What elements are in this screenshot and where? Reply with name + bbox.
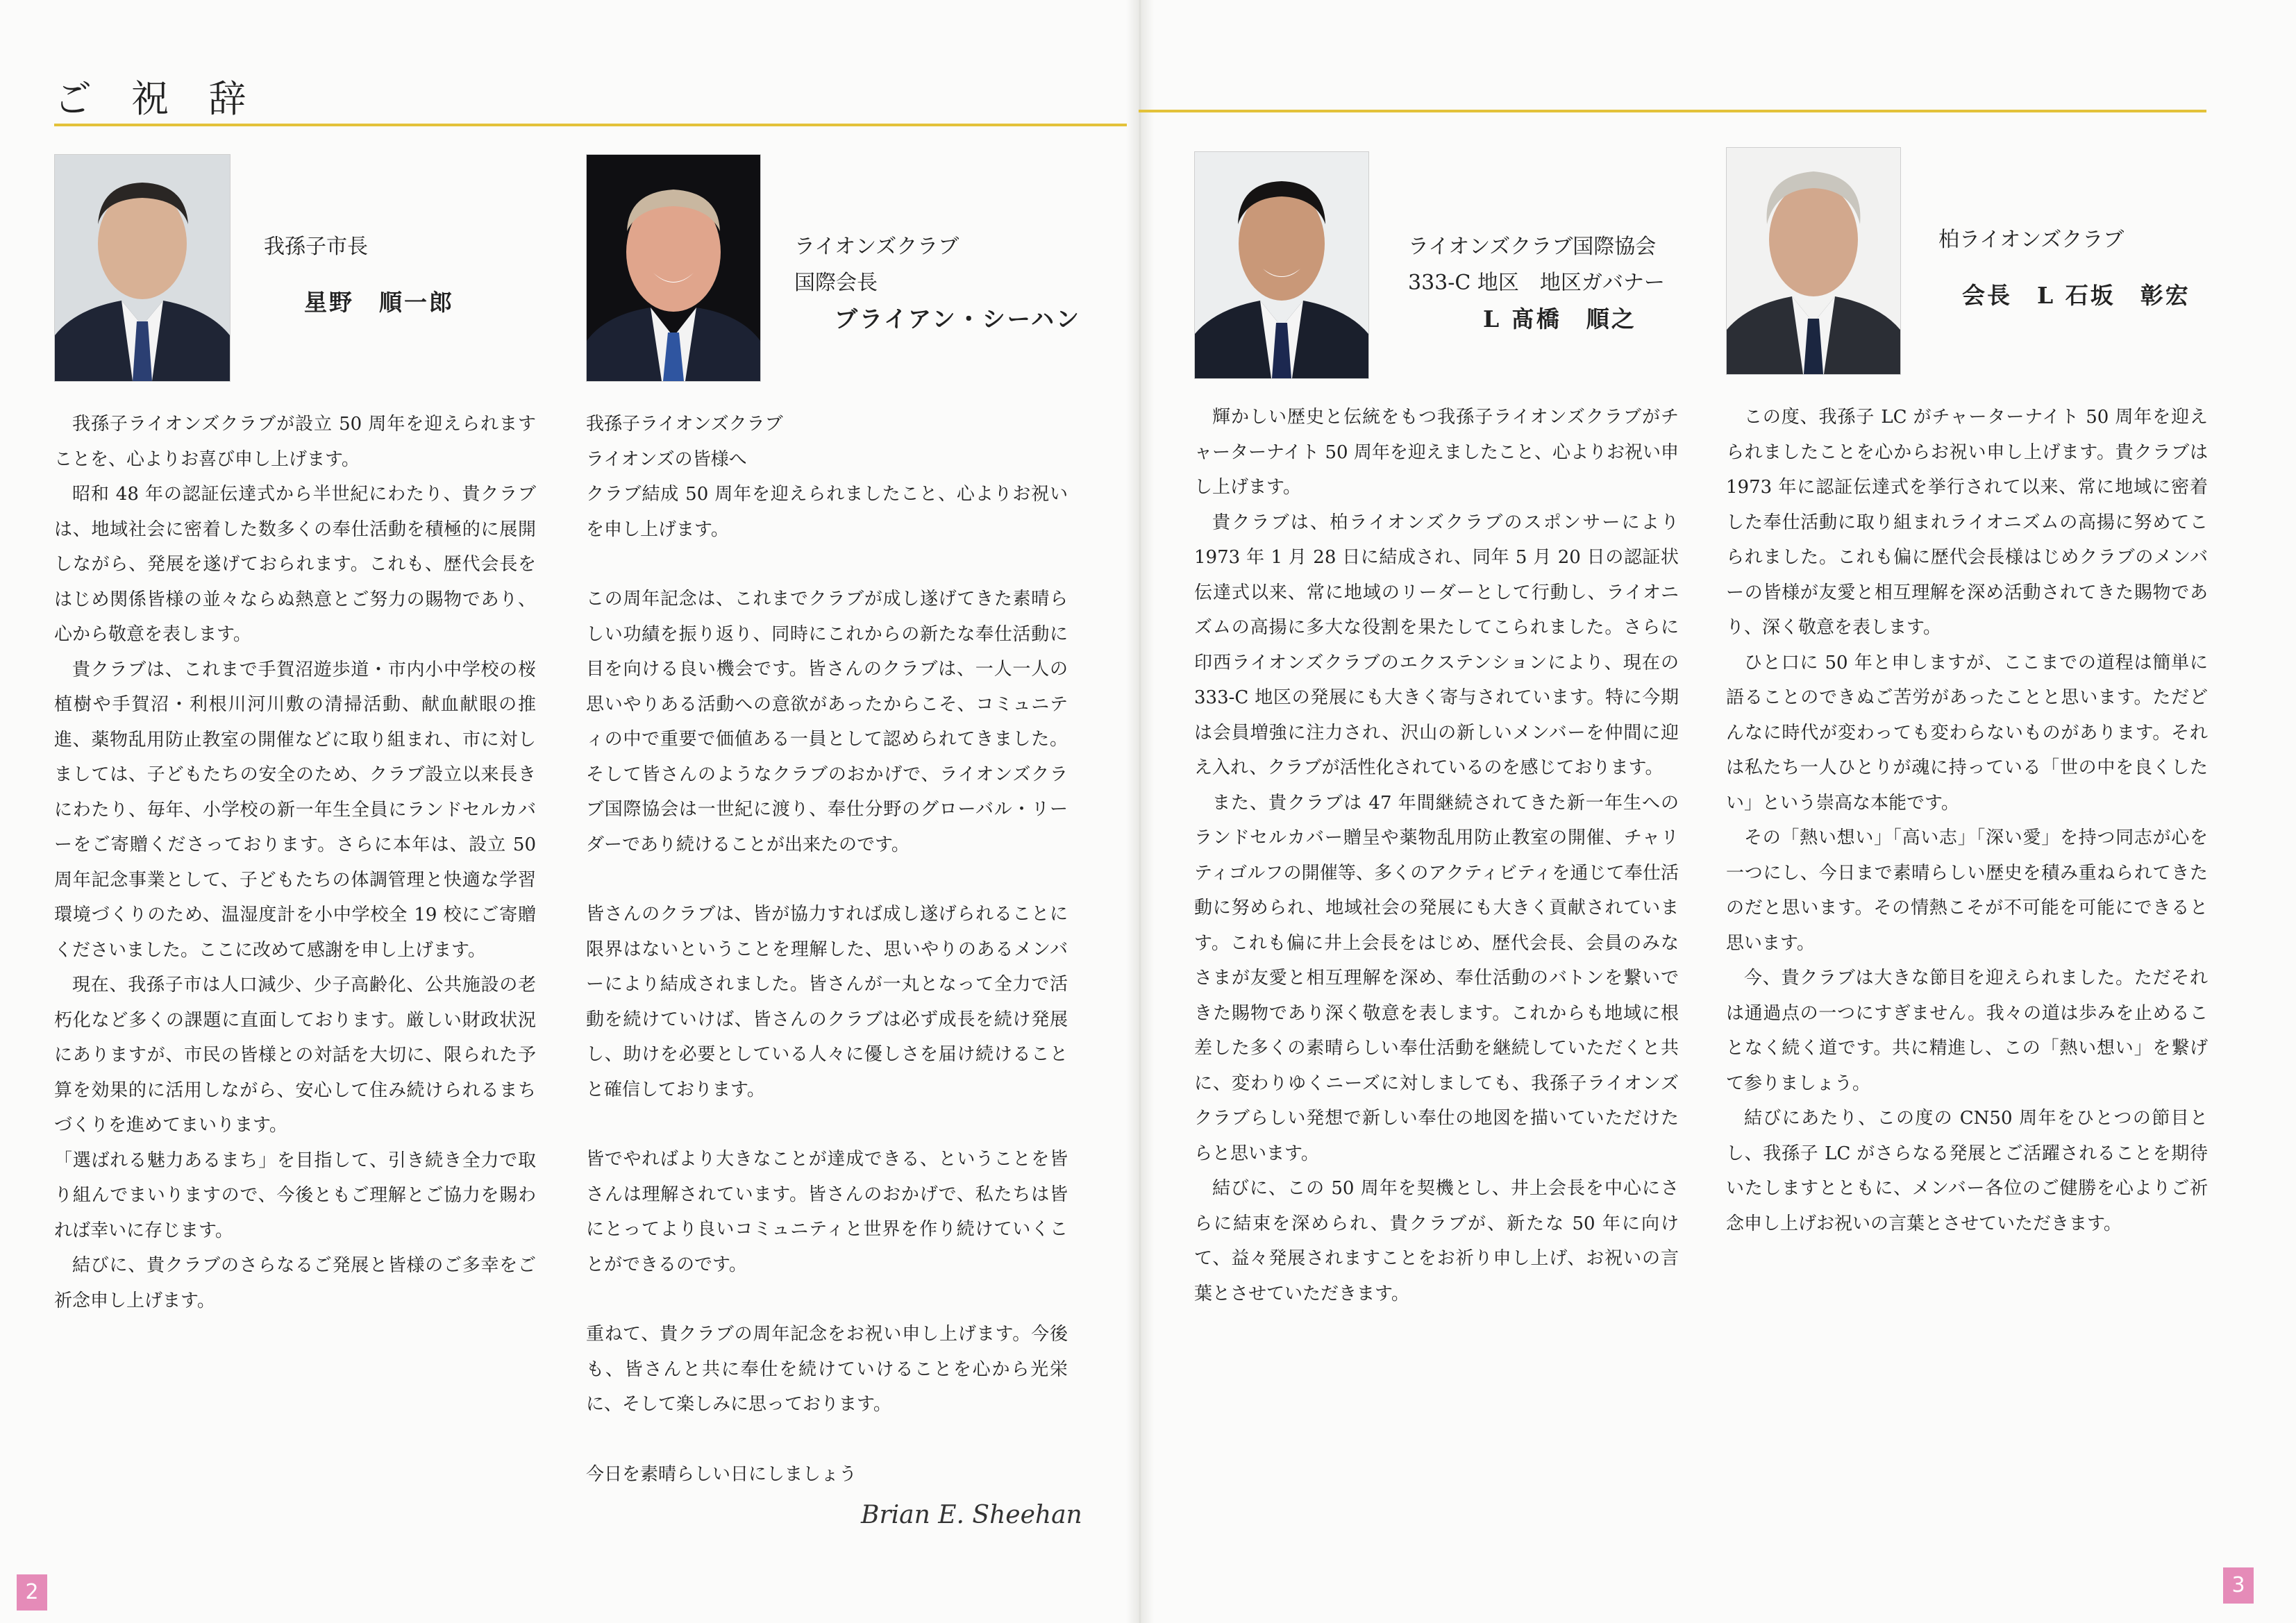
paragraph: 貴クラブは、柏ライオンズクラブのスポンサーにより 1973 年 1 月 28 日に結成され、同年 5 月 20 日の認証状伝達式以来、常に地域のリーダーとして行動し、ライオニズムの高揚に多大な役割を果たしてこられました。さらに印西ライオンズクラブのエクステンションにより、現在の 333-C 地区の発展にも大きく寄与されています。特に今期は会員増強に注力され、沢山の新しいメンバーを仲間に迎え入れ、クラブが活性化されているのを感じております。 — [1194, 512, 1679, 778]
signature — [860, 1492, 1082, 1534]
portrait-kashiwa-president — [1726, 147, 1901, 375]
paragraph: ひと口に 50 年と申しますが、ここまでの道程は簡単に語ることのできぬご苦労があったことと思います。ただどんなに時代が変わっても変わらないものがあります。それは私たち一人ひとりが魂に持っている「世の中を良くしたい」という崇高な本能です。 — [1726, 652, 2208, 814]
person-3-title — [1408, 229, 1665, 337]
person-3-org-line-1: ライオンズクラブ国際協会 — [1408, 235, 1657, 259]
paragraph: 輝かしい歴史と伝統をもつ我孫子ライオンズクラブがチャーターナイト 50 周年を迎えましたこと、心よりお祝い申し上げます。 — [1194, 407, 1679, 498]
page-title: ご 祝 辞 — [54, 77, 260, 121]
person-2-org-line-2: 国際会長 — [794, 271, 878, 295]
paragraph: 結びに、貴クラブのさらなるご発展と皆様のご多幸をご祈念申し上げます。 — [54, 1255, 536, 1311]
message-international-president — [586, 407, 1068, 1492]
paragraph: 我孫子ライオンズクラブが設立 50 周年を迎えられますことを、心よりお喜び申し上げます。 — [54, 414, 536, 470]
paragraph: 皆さんのクラブは、皆が協力すれば成し遂げられることに限界はないということを理解した、思いやりのあるメンバーにより結成されました。皆さんが一丸となって全力で活動を続けていけば、皆さんのクラブは必ず成長を続け発展し、助けを必要としている人々に優しさを届け続けることと確信しております。 — [586, 904, 1068, 1100]
person-4-name: 会長 L 石坂 彰宏 — [1962, 282, 2190, 309]
paragraph: 今、貴クラブは大きな節目を迎えられました。ただそれは通過点の一つにすぎません。我々の道は歩みを止めることなく続く道です。共に精進し、この「熱い想い」を繋げて参りましょう。 — [1726, 968, 2208, 1094]
closing-line: 今日を素晴らしい日にしましょう — [586, 1463, 857, 1485]
paragraph: クラブ結成 50 周年を迎えられましたこと、心よりお祝いを申し上げます。 — [586, 484, 1068, 540]
title-rule-right — [1139, 110, 2206, 112]
paragraph: 昭和 48 年の認証伝達式から半世紀にわたり、貴クラブは、地域社会に密着した数多くの奉仕活動を積極的に展開しながら、発展を遂げておられます。これも、歴代会長をはじめ関係皆様の並々ならぬ熱意とご努力の賜物であり、心から敬意を表します。 — [54, 484, 536, 645]
page-number-left: 2 — [17, 1574, 47, 1611]
signature-text: Brian E. Sheehan — [861, 1501, 1082, 1529]
person-1-title — [264, 229, 454, 321]
portrait-district-governor — [1194, 151, 1369, 379]
book-gutter — [1126, 0, 1154, 1623]
salutation-line-1: 我孫子ライオンズクラブ — [586, 414, 783, 435]
person-2-name: ブライアン・シーハン — [835, 305, 1082, 333]
page-number-right: 3 — [2223, 1567, 2254, 1604]
person-3-org-line-2: 333-C 地区 地区ガバナー — [1408, 271, 1665, 295]
message-mayor — [54, 407, 536, 1318]
paragraph: 貴クラブは、これまで手賀沼遊歩道・市内小中学校の桜植樹や手賀沼・利根川河川敷の清掃活動、献血献眼の推進、薬物乱用防止教室の開催などに取り組まれ、市に対しましては、子どもたちの安全のため、クラブ設立以来長きにわたり、毎年、小学校の新一年生全員にランドセルカバーをご寄贈くださっております。さらに本年は、設立 50 周年記念事業として、子どもたちの体調管理と快適な学習環境づくりのため、温湿度計を小中学校全 19 校にご寄贈くださいました。ここに改めて感謝を申し上げます。 — [54, 659, 536, 961]
person-3-name: L 髙橋 順之 — [1483, 305, 1636, 333]
title-rule-left — [54, 124, 1127, 126]
paragraph: 「選ばれる魅力あるまち」を目指して、引き続き全力で取り組んでまいりますので、今後ともご理解とご協力を賜われば幸いに存じます。 — [54, 1150, 536, 1241]
message-kashiwa-president — [1726, 400, 2208, 1241]
paragraph: また、貴クラブは 47 年間継続されてきた新一年生へのランドセルカバー贈呈や薬物乱用防止教室の開催、チャリティゴルフの開催等、多くのアクティビティを通じて奉仕活動に努められ、地域社会の発展にも大きく貢献されています。これも偏に井上会長をはじめ、歴代会長、会員のみなさまが友愛と相互理解を深め、奉仕活動のバトンを繋いできた賜物であり深く敬意を表します。これからも地域に根差した多くの素晴らしい奉仕活動を継続していただくと共に、変わりゆくニーズに対しましても、我孫子ライオンズクラブらしい発想で新しい奉仕の地図を描いていただけたらと思います。 — [1194, 792, 1679, 1164]
paragraph: 現在、我孫子市は人口減少、少子高齢化、公共施設の老朽化など多くの課題に直面しております。厳しい財政状況にありますが、市民の皆様との対話を大切に、限られた予算を効果的に活用しながら、安心して住み続けられるまちづくりを進めてまいります。 — [54, 975, 536, 1136]
person-1-name: 星野 順一郎 — [304, 289, 454, 316]
paragraph: 皆でやればより大きなことが達成できる、ということを皆さんは理解されています。皆さんのおかげで、私たちは皆にとってより良いコミュニティと世界を作り続けていくことができるのです。 — [586, 1149, 1068, 1275]
paragraph: 結びに、この 50 周年を契機とし、井上会長を中心にさらに結束を深められ、貴クラブが、新たな 50 年に向けて、益々発展されますことをお祈り申し上げ、お祝いの言葉とさせていただきます。 — [1194, 1178, 1679, 1304]
portrait-mayor — [54, 154, 231, 382]
message-district-governor — [1194, 400, 1679, 1311]
person-1-org: 我孫子市長 — [264, 235, 368, 259]
person-2-title — [794, 229, 1081, 337]
portrait-international-president — [586, 154, 761, 382]
person-4-org: 柏ライオンズクラブ — [1938, 228, 2125, 252]
paragraph: この度、我孫子 LC がチャーターナイト 50 周年を迎えられましたことを心からお祝い申し上げます。貴クラブは 1973 年に認証伝達式を挙行されて以来、常に地域に密着した奉仕活動に取り組まれライオニズムの高揚に努めてこられました。これも偏に歴代会長様はじめクラブのメンバーの皆様が友愛と相互理解を深め活動されてきた賜物であり、深く敬意を表します。 — [1726, 407, 2208, 638]
paragraph: 結びにあたり、この度の CN50 周年をひとつの節目とし、我孫子 LC がさらなる発展とご活躍されることを期待いたしますとともに、メンバー各位のご健勝を心よりご祈念申し上げお祝いの言葉とさせていただきます。 — [1726, 1108, 2208, 1234]
paragraph: 重ねて、貴クラブの周年記念をお祝い申し上げます。今後も、皆さんと共に奉仕を続けていけることを心から光栄に、そして楽しみに思っております。 — [586, 1324, 1068, 1415]
paragraph: この周年記念は、これまでクラブが成し遂げてきた素晴らしい功績を振り返り、同時にこれからの新たな奉仕活動に目を向ける良い機会です。皆さんのクラブは、一人一人の思いやりある活動への意欲があったからこそ、コミュニティの中で重要で価値ある一員として認められてきました。そして皆さんのようなクラブのおかげで、ライオンズクラブ国際協会は一世紀に渡り、奉仕分野のグローバル・リーダーであり続けることが出来たのです。 — [586, 589, 1068, 855]
salutation-line-2: ライオンズの皆様へ — [586, 448, 747, 470]
paragraph: その「熱い想い」「高い志」「深い愛」を持つ同志が心を一つにし、今日まで素晴らしい歴史を積み重ねられてきたのだと思います。その情熱こそが不可能を可能にできると思います。 — [1726, 827, 2208, 954]
person-4-title — [1938, 222, 2190, 314]
person-2-org-line-1: ライオンズクラブ — [794, 235, 960, 259]
